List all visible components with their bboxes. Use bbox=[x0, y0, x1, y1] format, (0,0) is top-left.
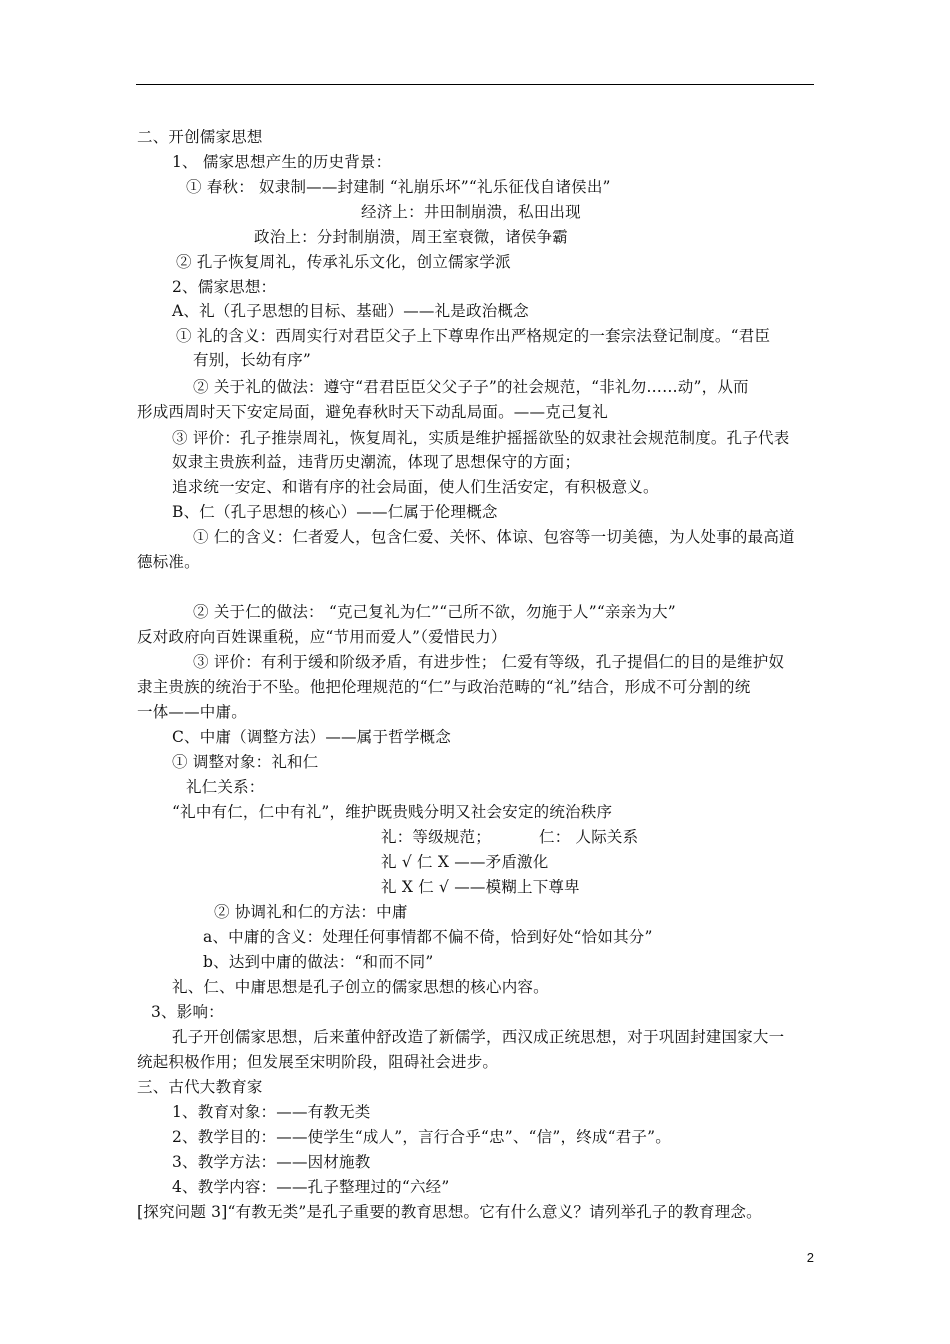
section-heading-2: 二、开创儒家思想 bbox=[137, 128, 263, 146]
text-line: ① 礼的含义：西周实行对君臣父子上下尊卑作出严格规定的一套宗法登记制度。“君臣 bbox=[176, 327, 771, 345]
text-line: ③ 评价：孔子推崇周礼，恢复周礼，实质是维护摇摇欲坠的奴隶社会规范制度。孔子代表 bbox=[172, 429, 790, 447]
text-line: 1、 儒家思想产生的历史背景： bbox=[172, 153, 392, 171]
section-heading-3: 三、古代大教育家 bbox=[137, 1078, 263, 1096]
text-line: 反对政府向百姓课重税，应“节用而爱人”（爱惜民力） bbox=[137, 628, 507, 646]
text-line: 一体——中庸。 bbox=[137, 703, 247, 721]
text-line: 孔子开创儒家思想，后来董仲舒改造了新儒学，西汉成正统思想，对于巩固封建国家大一 bbox=[172, 1028, 785, 1046]
text-line: 政治上：分封制崩溃，周王室衰微，诸侯争霸 bbox=[254, 228, 569, 246]
text-line: 礼：等级规范； bbox=[381, 828, 491, 846]
text-line: 礼 X 仁 √ ——模糊上下尊卑 bbox=[381, 878, 580, 896]
text-line: ② 孔子恢复周礼，传承礼乐文化，创立儒家学派 bbox=[176, 253, 511, 271]
text-line: C、中庸（调整方法）——属于哲学概念 bbox=[172, 728, 451, 746]
text-line: a、中庸的含义：处理任何事情都不偏不倚，恰到好处“恰如其分” bbox=[203, 928, 653, 946]
text-line: 奴隶主贵族利益，违背历史潮流，体现了思想保守的方面； bbox=[172, 453, 581, 471]
text-line: 2、教学目的：——使学生“成人”，言行合乎“忠”、“信”，终成“君子”。 bbox=[172, 1128, 671, 1146]
text-line: 3、影响： bbox=[151, 1003, 224, 1021]
text-line: ③ 评价：有利于缓和阶级矛盾，有进步性； 仁爱有等级，孔子提倡仁的目的是维护奴 bbox=[193, 653, 785, 671]
text-line: ① 春秋： 奴隶制——封建制 “礼崩乐坏”“礼乐征伐自诸侯出” bbox=[186, 178, 611, 196]
text-line: 礼仁关系： bbox=[186, 778, 265, 796]
text-line: 形成西周时天下安定局面，避免春秋时天下动乱局面。——克己复礼 bbox=[137, 403, 609, 421]
text-line: 追求统一安定、和谐有序的社会局面，使人们生活安定，有积极意义。 bbox=[172, 478, 659, 496]
text-line: 德标准。 bbox=[137, 553, 200, 571]
text-line: 2、儒家思想： bbox=[172, 278, 277, 296]
text-line: 4、教学内容：——孔子整理过的“六经” bbox=[172, 1178, 450, 1196]
text-line: 经济上：井田制崩溃，私田出现 bbox=[361, 203, 581, 221]
page-number: 2 bbox=[806, 1250, 814, 1265]
text-line: 有别，长幼有序” bbox=[193, 351, 312, 369]
text-line: 礼、仁、中庸思想是孔子创立的儒家思想的核心内容。 bbox=[172, 978, 549, 996]
text-line: 礼 √ 仁 X ——矛盾激化 bbox=[381, 853, 549, 871]
text-line: ② 协调礼和仁的方法：中庸 bbox=[214, 903, 408, 921]
text-line: ① 仁的含义：仁者爱人，包含仁爱、关怀、体谅、包容等一切美德，为人处事的最高道 bbox=[193, 528, 795, 546]
text-line: ② 关于礼的做法：遵守“君君臣臣父父子子”的社会规范，“非礼勿……动”，从而 bbox=[193, 378, 749, 396]
text-line: 仁： 人际关系 bbox=[539, 828, 639, 846]
text-line: 统起积极作用；但发展至宋明阶段，阻碍社会进步。 bbox=[137, 1053, 499, 1071]
text-line: [探究问题 3]“有教无类”是孔子重要的教育思想。它有什么意义？请列举孔子的教育理念。 bbox=[137, 1203, 762, 1221]
text-line: 3、教学方法：——因材施教 bbox=[172, 1153, 371, 1171]
text-line: B、仁（孔子思想的核心）——仁属于伦理概念 bbox=[172, 503, 498, 521]
text-line: ② 关于仁的做法： “克己复礼为仁”“己所不欲，勿施于人”“亲亲为大” bbox=[193, 603, 676, 621]
text-line: A、礼（孔子思想的目标、基础）——礼是政治概念 bbox=[172, 302, 529, 320]
text-line: 隶主贵族的统治于不坠。他把伦理规范的“仁”与政治范畴的“礼”结合，形成不可分割的统 bbox=[137, 678, 751, 696]
text-line: 1、教育对象：——有教无类 bbox=[172, 1103, 371, 1121]
text-line: “礼中有仁，仁中有礼”，维护既贵贱分明又社会安定的统治秩序 bbox=[172, 803, 613, 821]
text-line: ① 调整对象：礼和仁 bbox=[172, 753, 319, 771]
text-line: b、达到中庸的做法：“和而不同” bbox=[203, 953, 434, 971]
header-rule bbox=[136, 84, 814, 85]
